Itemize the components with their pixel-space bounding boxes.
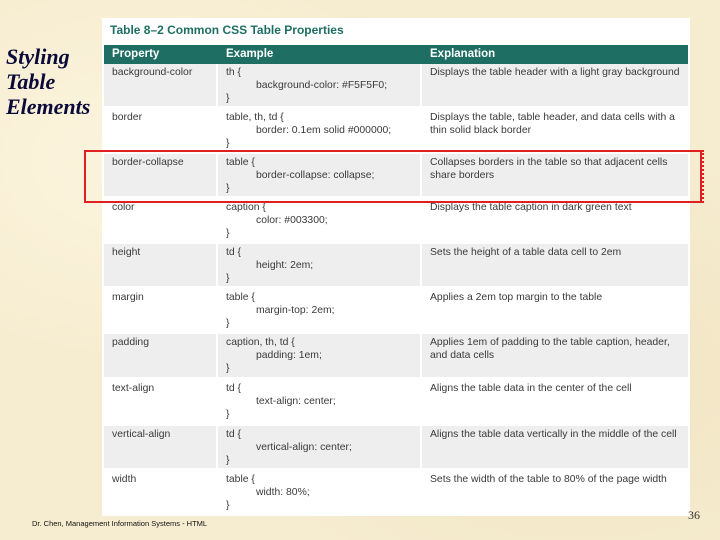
example-code-line: width: 80%; — [256, 487, 310, 498]
cell-explanation: Aligns the table data in the center of the cell — [430, 383, 632, 394]
cell-property: margin — [104, 289, 218, 331]
cell-example — [218, 380, 422, 423]
css-properties-table — [102, 18, 690, 516]
table-row — [104, 289, 688, 334]
table-row — [104, 244, 688, 289]
header-explanation: Explanation — [430, 48, 496, 60]
cell-explanation: Displays the table header with a light gray background — [430, 67, 680, 78]
table-row — [104, 380, 688, 426]
cell-explanation: Displays the table caption in dark green text — [430, 202, 632, 213]
highlight-box — [84, 150, 702, 203]
example-code-line: border: 0.1em solid #000000; — [256, 125, 392, 136]
example-code-line: td { — [226, 247, 242, 258]
table-row — [104, 109, 688, 154]
slide-title — [6, 44, 102, 119]
table-body — [104, 64, 688, 516]
example-code-line: } — [226, 183, 230, 194]
cell-example — [218, 244, 422, 286]
slide-title-line-2: Table — [6, 69, 56, 94]
example-code-line: table { — [226, 157, 255, 168]
example-code-line: height: 2em; — [256, 260, 314, 271]
example-code-line: } — [226, 228, 230, 239]
cell-example — [218, 334, 422, 377]
cell-explanation: Displays the table, table header, and data cells with a thin solid black border — [430, 112, 675, 136]
table-caption: Table 8–2 Common CSS Table Properties — [102, 18, 690, 45]
example-code-line: th { — [226, 67, 242, 78]
example-code-line: } — [226, 138, 230, 149]
table-row — [104, 334, 688, 380]
example-code-line: } — [226, 273, 230, 284]
cell-explanation: Sets the height of a table data cell to 2em — [430, 247, 622, 258]
table-row — [104, 471, 688, 516]
header-example: Example — [226, 48, 274, 60]
cell-example — [218, 199, 422, 241]
cell-example — [218, 289, 422, 331]
example-code-line: border-collapse: collapse; — [256, 170, 375, 181]
example-code-line: margin-top: 2em; — [256, 305, 335, 316]
cell-property: vertical-align — [104, 426, 218, 468]
cell-property: border-collapse — [104, 154, 218, 196]
example-code-line: caption, th, td { — [226, 337, 295, 348]
cell-property: color — [104, 199, 218, 241]
table-header-row — [104, 45, 688, 64]
example-code-line: vertical-align: center; — [256, 442, 352, 453]
example-code-line: table, th, td { — [226, 112, 284, 123]
example-code-line: } — [226, 363, 230, 374]
cell-explanation: Applies a 2em top margin to the table — [430, 292, 603, 303]
slide-title-line-1: Styling — [6, 44, 70, 69]
cell-explanation: Applies 1em of padding to the table caption, header, and data cells — [430, 337, 670, 361]
cell-explanation: Collapses borders in the table so that adjacent cells share borders — [430, 157, 668, 181]
example-code-line: } — [226, 409, 230, 420]
example-code-line: table { — [226, 474, 255, 485]
cell-property: width — [104, 471, 218, 513]
header-property: Property — [112, 48, 160, 60]
table-row — [104, 64, 688, 109]
table-row — [104, 426, 688, 471]
highlight-box-dotted-edge — [700, 150, 704, 203]
cell-example — [218, 109, 422, 151]
cell-example — [218, 471, 422, 513]
cell-property: border — [104, 109, 218, 151]
example-code-line: } — [226, 93, 230, 104]
example-code-line: table { — [226, 292, 255, 303]
cell-explanation: Aligns the table data vertically in the middle of the cell — [430, 429, 677, 440]
cell-property: height — [104, 244, 218, 286]
cell-example — [218, 64, 422, 106]
cell-property: padding — [104, 334, 218, 377]
example-code-line: padding: 1em; — [256, 350, 322, 361]
cell-property: text-align — [104, 380, 218, 423]
table-row — [104, 199, 688, 244]
footer-credit: Dr. Chen, Management Information Systems - HTML — [32, 519, 208, 528]
example-code-line: text-align: center; — [256, 396, 336, 407]
page-number: 36 — [688, 508, 700, 522]
cell-property: background-color — [104, 64, 218, 106]
slide-title-line-3: Elements — [6, 94, 91, 119]
example-code-line: } — [226, 455, 230, 466]
example-code-line: td { — [226, 429, 242, 440]
cell-example — [218, 426, 422, 468]
example-code-line: td { — [226, 383, 242, 394]
example-code-line: background-color: #F5F5F0; — [256, 80, 388, 91]
example-code-line: caption { — [226, 202, 266, 213]
example-code-line: color: #003300; — [256, 215, 328, 226]
example-code-line: } — [226, 500, 230, 511]
example-code-line: } — [226, 318, 230, 329]
cell-explanation: Sets the width of the table to 80% of the page width — [430, 474, 667, 485]
